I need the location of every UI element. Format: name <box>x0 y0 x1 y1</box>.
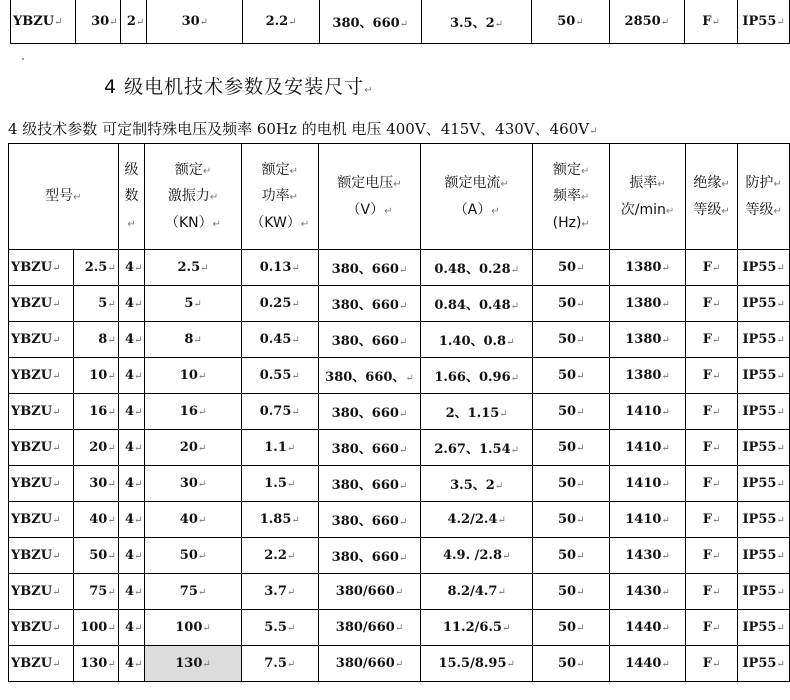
protection-cell: IP55↵ <box>738 466 790 502</box>
stray-dot <box>22 58 24 60</box>
force-cell: 100↵ <box>145 610 241 646</box>
power-cell: 0.55↵ <box>241 358 318 394</box>
current-cell: 8.2/4.7↵ <box>421 574 533 610</box>
power-cell: 1.1↵ <box>241 430 318 466</box>
frequency-cell: 50↵ <box>533 286 610 322</box>
model-size-cell: 40↵ <box>74 502 119 538</box>
power-cell: 5.5↵ <box>241 610 318 646</box>
force-cell: 20↵ <box>145 430 241 466</box>
vibration-cell: 1430↵ <box>610 574 686 610</box>
model-type-cell: YBZU↵ <box>9 250 74 286</box>
voltage-cell: 380、660↵ <box>318 322 420 358</box>
protection-cell: IP55↵ <box>738 250 790 286</box>
frequency-cell: 50↵ <box>533 322 610 358</box>
power-cell: 2.2↵ <box>241 538 318 574</box>
vibration-cell: 1440↵ <box>610 646 686 682</box>
model-size-cell: 20↵ <box>74 430 119 466</box>
table-row <box>9 394 790 430</box>
frequency-cell: 50↵ <box>533 502 610 538</box>
protection-cell: IP55↵ <box>738 574 790 610</box>
protection-cell: IP55↵ <box>738 0 790 44</box>
model-type-cell: YBZU↵ <box>9 466 74 502</box>
model-type-cell: YBZU↵ <box>9 394 74 430</box>
voltage-cell: 380、660、↵ <box>318 358 420 394</box>
header-poles: 级 数↵ <box>118 144 145 250</box>
poles-cell: 2↵ <box>120 0 147 44</box>
frequency-cell: 50↵ <box>533 646 610 682</box>
power-cell: 3.7↵ <box>241 574 318 610</box>
poles-cell: 4↵ <box>118 466 145 502</box>
current-cell: 11.2/6.5↵ <box>421 610 533 646</box>
current-cell: 15.5/8.95↵ <box>421 646 533 682</box>
power-cell: 1.85↵ <box>241 502 318 538</box>
current-cell: 1.40、0.8↵ <box>421 322 533 358</box>
model-type-cell: YBZU↵ <box>9 502 74 538</box>
vibration-cell: 1440↵ <box>610 610 686 646</box>
insulation-cell: F↵ <box>685 430 737 466</box>
current-cell: 4.9. /2.8↵ <box>421 538 533 574</box>
table-row <box>11 0 790 44</box>
model-type-cell: YBZU↵ <box>9 286 74 322</box>
insulation-cell: F↵ <box>685 0 738 44</box>
frequency-cell: 50↵ <box>533 358 610 394</box>
force-cell: 10↵ <box>145 358 241 394</box>
vibration-cell: 2850↵ <box>609 0 684 44</box>
current-cell: 3.5、2↵ <box>421 466 533 502</box>
frequency-cell: 50↵ <box>532 0 609 44</box>
force-cell-highlighted: 130↵ <box>145 646 241 682</box>
poles-cell: 4↵ <box>118 394 145 430</box>
voltage-cell: 380、660↵ <box>319 0 421 44</box>
model-type-cell: YBZU↵ <box>9 574 74 610</box>
power-cell: 0.45↵ <box>241 322 318 358</box>
protection-cell: IP55↵ <box>738 358 790 394</box>
voltage-cell: 380/660↵ <box>318 574 420 610</box>
model-size-cell: 75↵ <box>74 574 119 610</box>
protection-cell: IP55↵ <box>738 646 790 682</box>
power-cell: 0.13↵ <box>241 250 318 286</box>
table-row <box>9 538 790 574</box>
spec-table <box>8 143 790 682</box>
header-power: 额定↵ 功率↵ （KW）↵ <box>241 144 318 250</box>
model-size-cell: 130↵ <box>74 646 119 682</box>
model-size-cell: 30↵ <box>76 0 120 44</box>
protection-cell: IP55↵ <box>738 502 790 538</box>
protection-cell: IP55↵ <box>738 538 790 574</box>
header-voltage: 额定电压↵ （V）↵ <box>318 144 420 250</box>
frequency-cell: 50↵ <box>533 394 610 430</box>
power-cell: 0.25↵ <box>241 286 318 322</box>
voltage-cell: 380/660↵ <box>318 646 420 682</box>
table-row <box>9 250 790 286</box>
header-insulation: 绝缘↵ 等级↵ <box>685 144 737 250</box>
model-size-cell: 100↵ <box>74 610 119 646</box>
poles-cell: 4↵ <box>118 250 145 286</box>
insulation-cell: F↵ <box>685 502 737 538</box>
table-row <box>9 466 790 502</box>
insulation-cell: F↵ <box>685 574 737 610</box>
insulation-cell: F↵ <box>685 250 737 286</box>
model-size-cell: 5↵ <box>74 286 119 322</box>
table-header-row <box>9 144 790 250</box>
force-cell: 50↵ <box>145 538 241 574</box>
poles-cell: 4↵ <box>118 538 145 574</box>
vibration-cell: 1380↵ <box>610 286 686 322</box>
voltage-cell: 380、660↵ <box>318 466 420 502</box>
current-cell: 2.67、1.54↵ <box>421 430 533 466</box>
model-type-cell: YBZU↵ <box>9 358 74 394</box>
poles-cell: 4↵ <box>118 286 145 322</box>
force-cell: 8↵ <box>145 322 241 358</box>
table-row <box>9 322 790 358</box>
voltage-cell: 380、660↵ <box>318 502 420 538</box>
header-vibration: 振率↵ 次/min↵ <box>610 144 686 250</box>
insulation-cell: F↵ <box>685 466 737 502</box>
model-size-cell: 10↵ <box>74 358 119 394</box>
protection-cell: IP55↵ <box>738 610 790 646</box>
frequency-cell: 50↵ <box>533 610 610 646</box>
protection-cell: IP55↵ <box>738 286 790 322</box>
vibration-cell: 1410↵ <box>610 430 686 466</box>
insulation-cell: F↵ <box>685 610 737 646</box>
current-cell: 3.5、2↵ <box>421 0 532 44</box>
voltage-cell: 380、660↵ <box>318 394 420 430</box>
frequency-cell: 50↵ <box>533 430 610 466</box>
vibration-cell: 1410↵ <box>610 394 686 430</box>
force-cell: 30↵ <box>145 466 241 502</box>
voltage-cell: 380、660↵ <box>318 430 420 466</box>
header-force: 额定↵ 激振力↵ （KN）↵ <box>145 144 241 250</box>
poles-cell: 4↵ <box>118 610 145 646</box>
insulation-cell: F↵ <box>685 538 737 574</box>
model-size-cell: 50↵ <box>74 538 119 574</box>
table-row <box>9 430 790 466</box>
poles-cell: 4↵ <box>118 430 145 466</box>
vibration-cell: 1430↵ <box>610 538 686 574</box>
voltage-cell: 380、660↵ <box>318 250 420 286</box>
frequency-cell: 50↵ <box>533 466 610 502</box>
power-cell: 2.2↵ <box>243 0 320 44</box>
force-cell: 75↵ <box>145 574 241 610</box>
insulation-cell: F↵ <box>685 322 737 358</box>
model-type-cell: YBZU↵ <box>9 646 74 682</box>
insulation-cell: F↵ <box>685 394 737 430</box>
poles-cell: 4↵ <box>118 574 145 610</box>
force-cell: 16↵ <box>145 394 241 430</box>
insulation-cell: F↵ <box>685 286 737 322</box>
header-frequency: 额定↵ 频率↵ (Hz)↵ <box>533 144 610 250</box>
model-size-cell: 16↵ <box>74 394 119 430</box>
protection-cell: IP55↵ <box>738 430 790 466</box>
header-protection: 防护↵ 等级↵ <box>738 144 790 250</box>
voltage-cell: 380/660↵ <box>318 610 420 646</box>
power-cell: 7.5↵ <box>241 646 318 682</box>
model-type-cell: YBZU↵ <box>11 0 76 44</box>
table-row <box>9 574 790 610</box>
header-current: 额定电流↵ （A）↵ <box>421 144 533 250</box>
model-size-cell: 8↵ <box>74 322 119 358</box>
table-row <box>9 610 790 646</box>
header-model: 型号↵ <box>9 144 119 250</box>
voltage-cell: 380、660↵ <box>318 286 420 322</box>
insulation-cell: F↵ <box>685 646 737 682</box>
poles-cell: 4↵ <box>118 322 145 358</box>
poles-cell: 4↵ <box>118 646 145 682</box>
power-cell: 1.5↵ <box>241 466 318 502</box>
force-cell: 40↵ <box>145 502 241 538</box>
power-cell: 0.75↵ <box>241 394 318 430</box>
vibration-cell: 1380↵ <box>610 250 686 286</box>
model-type-cell: YBZU↵ <box>9 430 74 466</box>
vibration-cell: 1410↵ <box>610 502 686 538</box>
section-subtitle: 4 级技术参数 可定制特殊电压及频率 60Hz 的电机 电压 400V、415V、430V、460V↵ <box>8 120 598 138</box>
protection-cell: IP55↵ <box>738 322 790 358</box>
table-row <box>9 358 790 394</box>
model-type-cell: YBZU↵ <box>9 610 74 646</box>
top-partial-table-row <box>10 0 790 44</box>
current-cell: 0.84、0.48↵ <box>421 286 533 322</box>
model-size-cell: 2.5↵ <box>74 250 119 286</box>
voltage-cell: 380、660↵ <box>318 538 420 574</box>
current-cell: 4.2/2.4↵ <box>421 502 533 538</box>
frequency-cell: 50↵ <box>533 574 610 610</box>
current-cell: 0.48、0.28↵ <box>421 250 533 286</box>
model-type-cell: YBZU↵ <box>9 322 74 358</box>
frequency-cell: 50↵ <box>533 538 610 574</box>
model-size-cell: 30↵ <box>74 466 119 502</box>
table-row <box>9 646 790 682</box>
vibration-cell: 1380↵ <box>610 322 686 358</box>
section-title: 4 级电机技术参数及安装尺寸↵ <box>104 76 374 98</box>
table-row <box>9 502 790 538</box>
protection-cell: IP55↵ <box>738 394 790 430</box>
frequency-cell: 50↵ <box>533 250 610 286</box>
poles-cell: 4↵ <box>118 358 145 394</box>
force-cell: 30↵ <box>147 0 243 44</box>
poles-cell: 4↵ <box>118 502 145 538</box>
current-cell: 2、1.15↵ <box>421 394 533 430</box>
force-cell: 2.5↵ <box>145 250 241 286</box>
model-type-cell: YBZU↵ <box>9 538 74 574</box>
current-cell: 1.66、0.96↵ <box>421 358 533 394</box>
force-cell: 5↵ <box>145 286 241 322</box>
vibration-cell: 1410↵ <box>610 466 686 502</box>
vibration-cell: 1380↵ <box>610 358 686 394</box>
insulation-cell: F↵ <box>685 358 737 394</box>
table-row <box>9 286 790 322</box>
